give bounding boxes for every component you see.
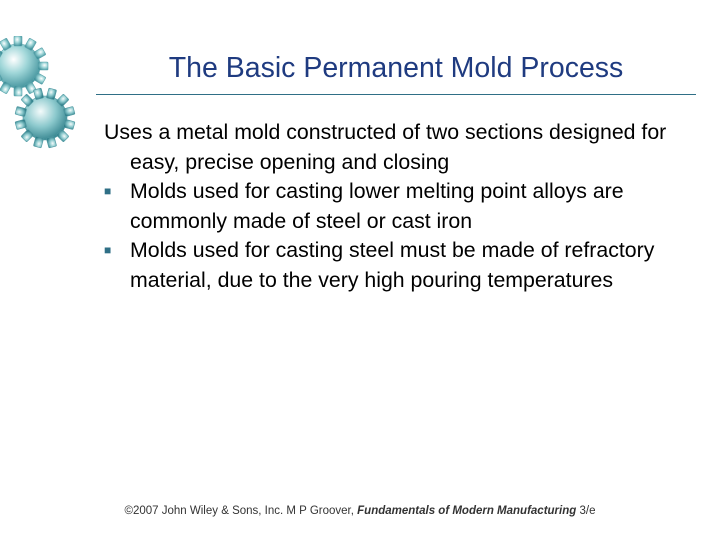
bullet-text: Molds used for casting lower melting point alloys are commonly made of steel or cast iron: [130, 179, 624, 233]
bullet-icon: ■: [104, 243, 112, 257]
intro-paragraph: Uses a metal mold constructed of two sections designed for easy, precise opening and closing: [104, 120, 667, 174]
footer-copyright: ©2007 John Wiley & Sons, Inc. M P Groover,: [124, 505, 358, 517]
title-divider: [96, 94, 696, 95]
bullet-text: Molds used for casting steel must be made of refractory material, due to the very high pouring temperatures: [130, 238, 655, 292]
gears-icon: [0, 36, 80, 156]
list-item: [104, 177, 704, 236]
list-item: [104, 236, 704, 295]
footer-edition: 3/e: [576, 505, 596, 517]
slide-title: The Basic Permanent Mold Process: [168, 52, 624, 84]
bullet-icon: ■: [104, 184, 112, 198]
slide-body: [104, 118, 704, 295]
slide-footer: [0, 503, 720, 519]
footer-book-title: Fundamentals of Modern Manufacturing: [357, 505, 577, 517]
